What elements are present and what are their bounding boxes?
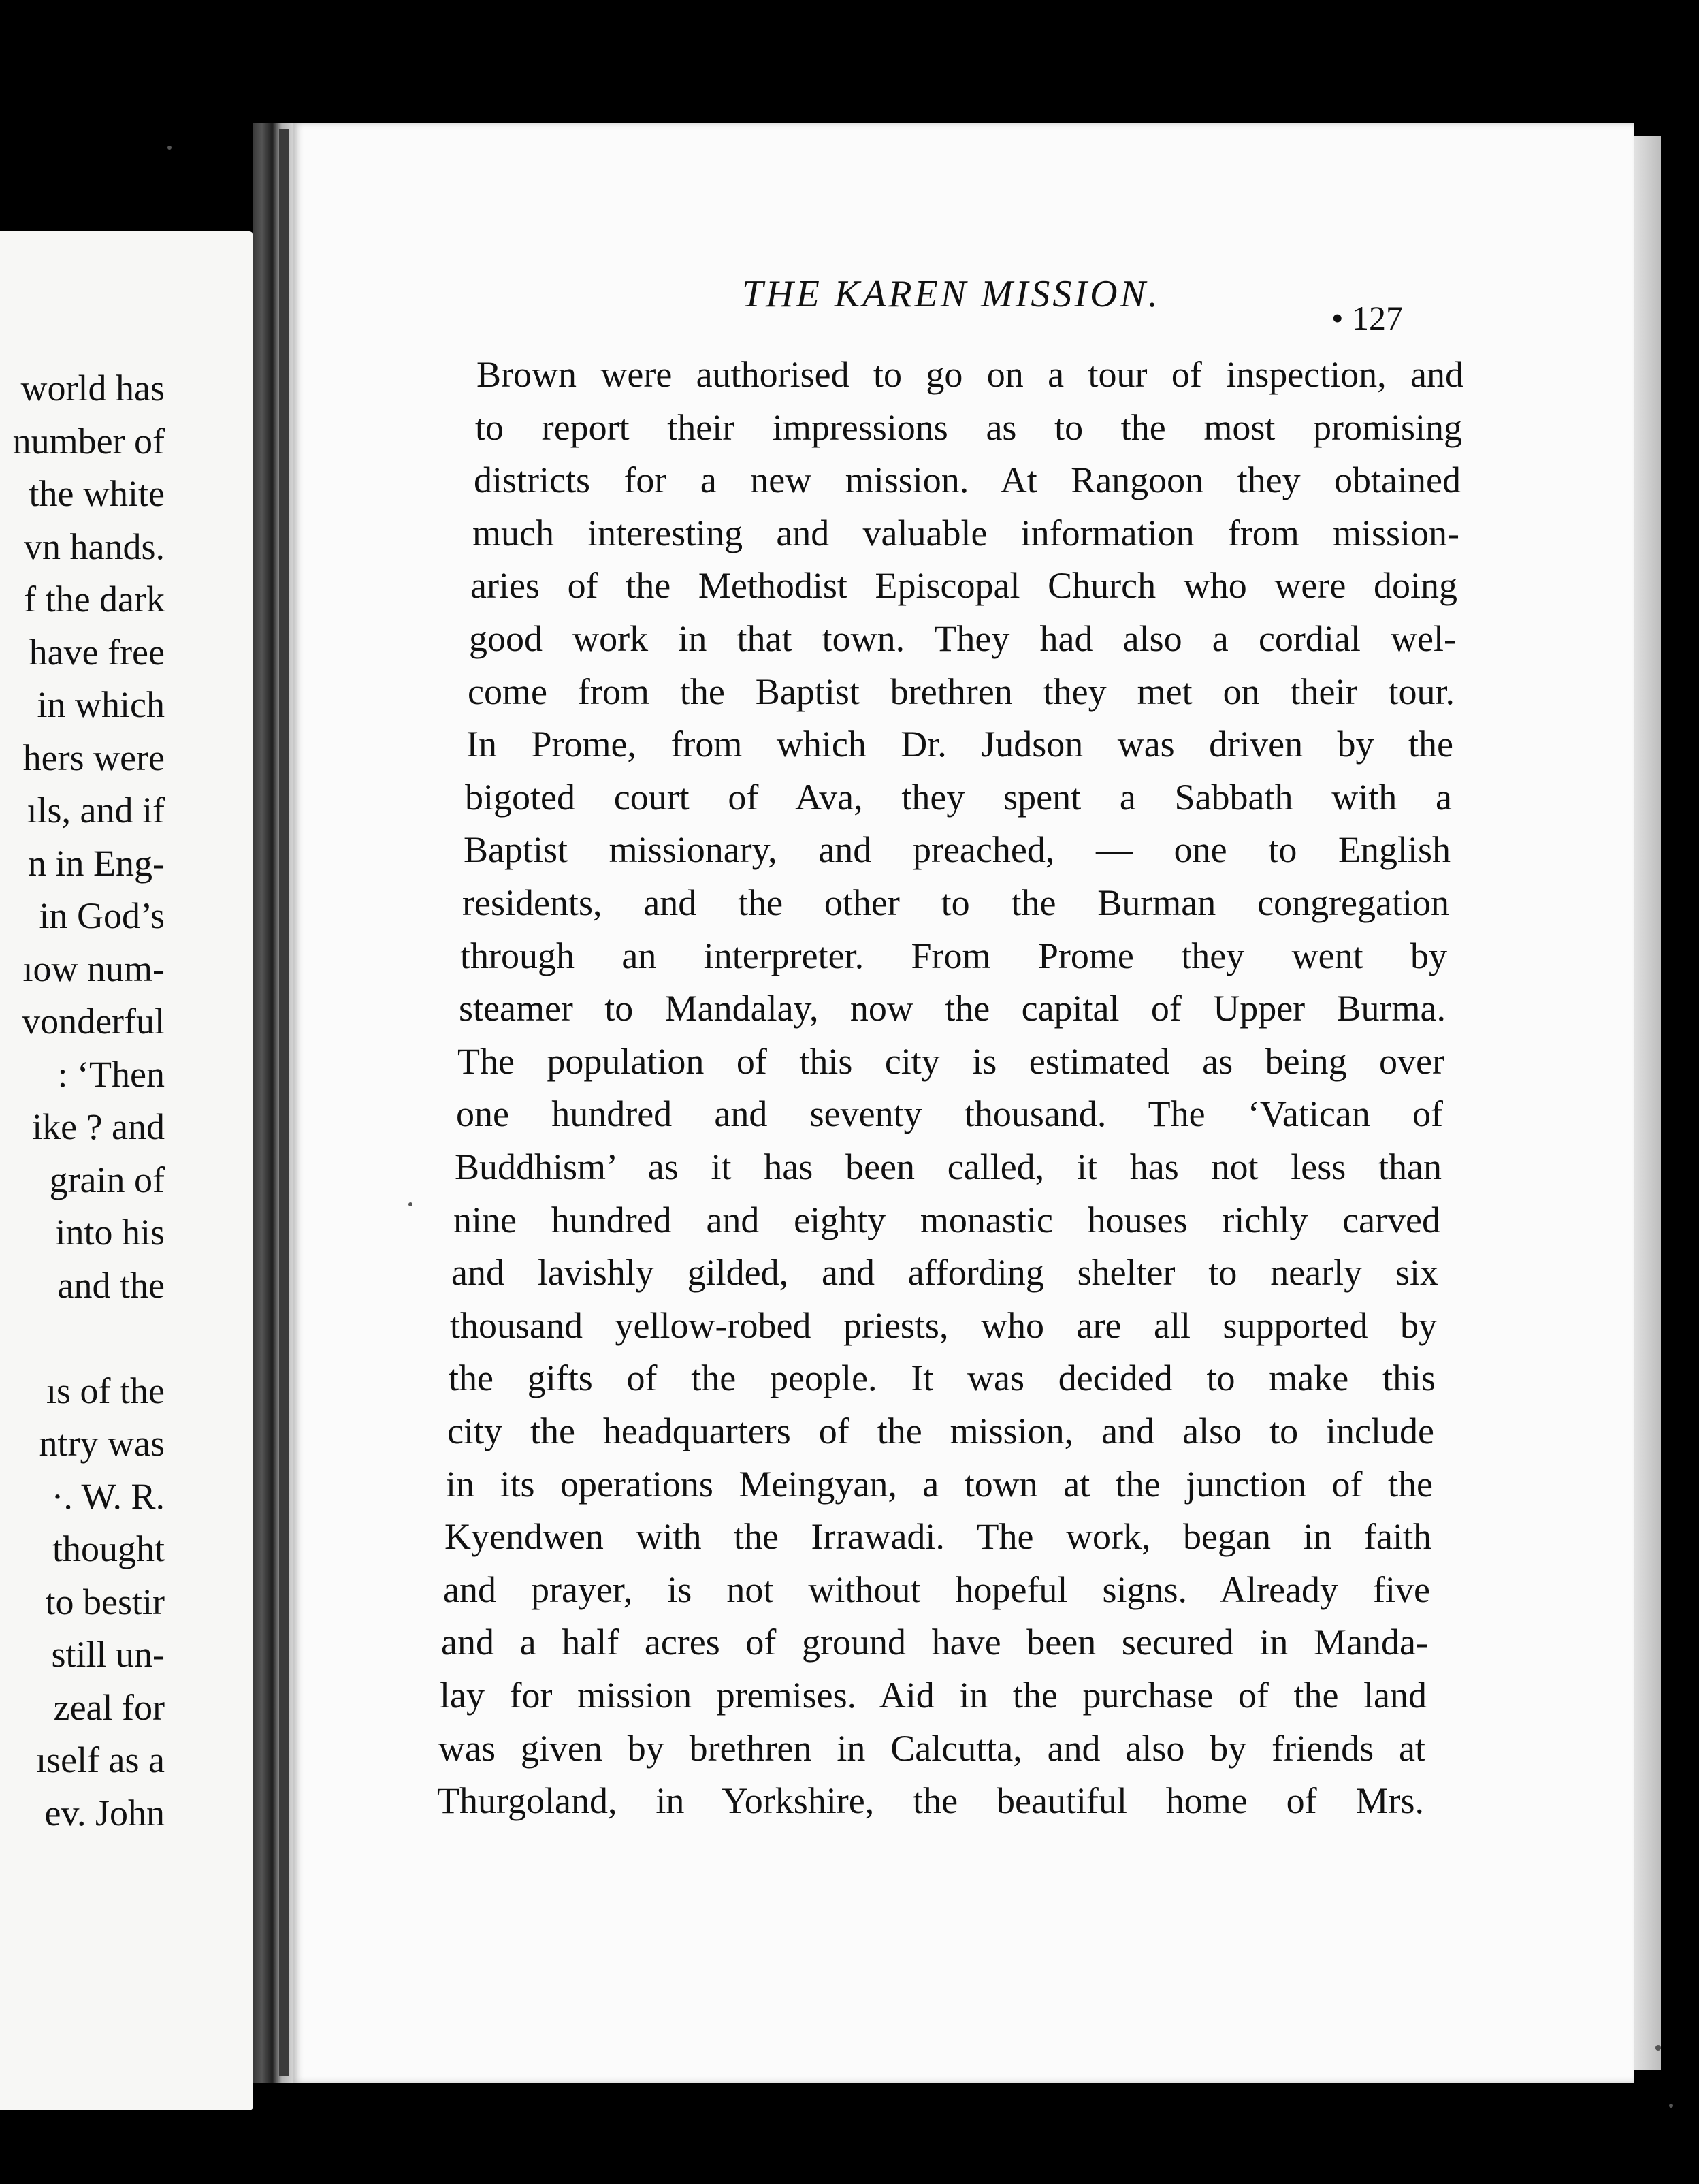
left-page-line: and the <box>57 1264 165 1306</box>
body-line: the gifts of the people. It was decided to make this <box>449 1358 1436 1399</box>
left-page-line: ike ? and <box>32 1106 165 1147</box>
body-line: Brown were authorised to go on a tour of inspection, and <box>476 354 1463 395</box>
body-line: steamer to Mandalay, now the capital of Upper Burma. <box>459 988 1446 1029</box>
body-line: city the headquarters of the mission, and also to include <box>447 1411 1434 1451</box>
left-page-line: into his <box>55 1212 165 1253</box>
body-line: and lavishly gilded, and affording shelter to nearly six <box>451 1252 1438 1294</box>
body-line: thousand yellow-robed priests, who are all supported by <box>450 1304 1437 1346</box>
dust-speck <box>408 1202 412 1206</box>
left-page-line: ıls, and if <box>27 790 165 831</box>
body-line: The population of this city is estimated as being over <box>457 1040 1444 1082</box>
body-line: Buddhism’ as it has been called, it has not less than <box>455 1146 1442 1187</box>
left-page-line: f the dark <box>24 579 165 620</box>
left-page-line: ıself as a <box>36 1739 165 1780</box>
body-line: and prayer, is not without hopeful signs. Already five <box>443 1569 1430 1610</box>
left-page-line: have free <box>29 631 165 673</box>
left-page-line: the white <box>29 473 165 514</box>
left-facing-page <box>0 231 253 2110</box>
left-page-line: vonderful <box>22 1001 165 1042</box>
left-page-line: number of <box>12 420 165 462</box>
left-page-line: n in Eng- <box>28 842 165 884</box>
left-page-line: vn hands. <box>24 526 165 567</box>
left-page-line: in God’s <box>39 895 165 936</box>
left-page-line: ·. W. R. <box>51 1475 165 1517</box>
page-number: • 127 <box>1331 299 1404 337</box>
dust-speck <box>167 146 172 150</box>
running-head: THE KAREN MISSION. <box>742 273 1161 315</box>
body-line: in its operations Meingyan, a town at the junction of the <box>446 1463 1433 1505</box>
body-line: come from the Baptist brethren they met on their tour. <box>468 671 1455 712</box>
body-line: was given by brethren in Calcutta, and also by friends at <box>438 1727 1425 1769</box>
left-page-line: world has <box>20 368 165 408</box>
left-page-line: thought <box>52 1528 165 1569</box>
left-page-line: ıow num- <box>22 948 165 989</box>
left-page-line: to bestir <box>45 1581 165 1622</box>
body-line: lay for mission premises. Aid in the purchase of the land <box>440 1675 1427 1716</box>
dust-speck <box>1669 2104 1673 2108</box>
body-line: In Prome, from which Dr. Judson was driven by the <box>466 724 1453 765</box>
body-line: and a half acres of ground have been secured in Manda- <box>441 1622 1428 1663</box>
body-line: residents, and the other to the Burman congregation <box>462 882 1449 923</box>
left-page-line: ıs of the <box>46 1370 165 1411</box>
body-line: much interesting and valuable information from mission- <box>472 512 1459 553</box>
left-page-line: still un- <box>51 1634 165 1675</box>
left-page-line: grain of <box>49 1159 165 1200</box>
left-page-line: : ‘Then <box>57 1053 165 1095</box>
page-fold-shadow <box>279 129 289 2076</box>
body-line: aries of the Methodist Episcopal Church who were doing <box>470 565 1457 607</box>
body-line: Baptist missionary, and preached, — one to English <box>464 829 1451 871</box>
left-page-line: hers were <box>22 737 165 778</box>
left-page-line: ev. John <box>44 1792 165 1833</box>
dust-speck <box>1655 2045 1661 2051</box>
left-page-line: in which <box>37 684 165 725</box>
left-page-line: zeal for <box>53 1686 165 1728</box>
body-line: through an interpreter. From Prome they went by <box>460 935 1447 976</box>
body-line: good work in that town. They had also a cordial wel- <box>469 618 1456 659</box>
page-edge <box>1634 136 1661 2070</box>
body-line: bigoted court of Ava, they spent a Sabbath with a <box>465 776 1452 818</box>
body-line: nine hundred and eighty monastic houses richly carved <box>453 1199 1440 1240</box>
body-line: Kyendwen with the Irrawadi. The work, began in faith <box>444 1516 1431 1558</box>
body-line: districts for a new mission. At Rangoon they obtained <box>474 460 1461 501</box>
body-line: one hundred and seventy thousand. The ‘Vatican of <box>456 1093 1443 1135</box>
body-line: Thurgoland, in Yorkshire, the beautiful home of Mrs. <box>437 1780 1424 1822</box>
body-line: to report their impressions as to the most promising <box>475 406 1462 448</box>
left-page-line: ntry was <box>39 1423 165 1464</box>
